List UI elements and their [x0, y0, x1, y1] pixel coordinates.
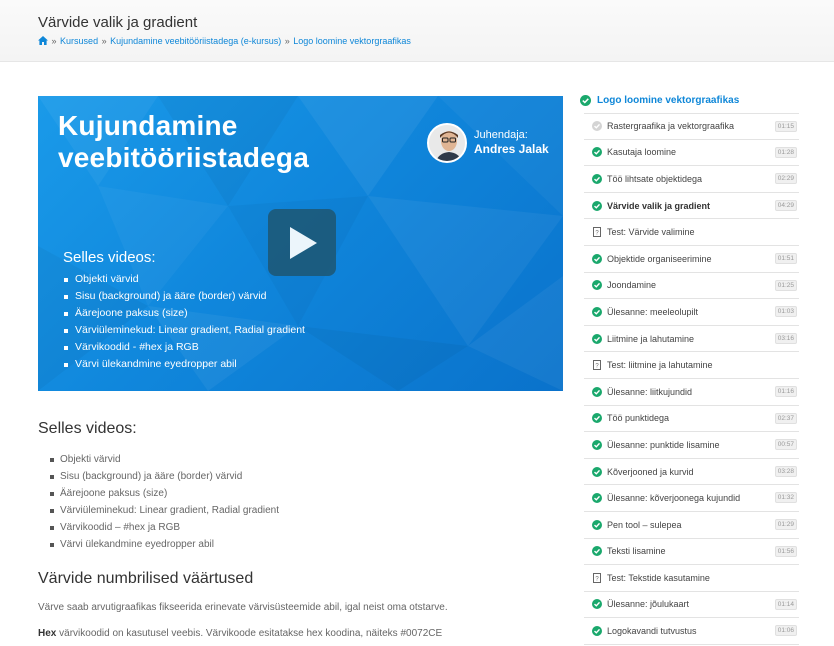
check-icon — [592, 201, 602, 211]
color-values-heading: Värvide numbrilised väärtused — [38, 570, 254, 587]
lesson-list — [584, 113, 799, 645]
list-item: Äärejoone paksus (size) — [50, 485, 279, 502]
check-icon — [592, 440, 602, 450]
list-item: Värvikoodid – #hex ja RGB — [50, 519, 279, 536]
svg-text:?: ? — [595, 230, 599, 237]
lesson-duration: 03:28 — [775, 466, 797, 477]
lesson-item[interactable] — [584, 299, 799, 326]
check-icon — [592, 254, 602, 264]
lesson-title: Test: Värvide valimine — [607, 227, 695, 238]
breadcrumb: » Kursused » Kujundamine veebitööriistadega (e-kursus) » Logo loomine vektorgraafikas — [38, 36, 411, 47]
breadcrumb-course-link[interactable]: Kujundamine veebitööriistadega (e-kursus) — [110, 36, 282, 46]
lesson-item[interactable] — [584, 246, 799, 273]
module-title[interactable]: Logo loomine vektorgraafikas — [597, 94, 740, 106]
lesson-title: Ülesanne: punktide lisamine — [607, 439, 720, 450]
video-topic-item: Värvikoodid - #hex ja RGB — [63, 339, 305, 356]
lesson-item[interactable] — [584, 539, 799, 566]
check-icon — [592, 493, 602, 503]
quiz-icon — [592, 573, 602, 583]
lesson-duration: 01:03 — [775, 306, 797, 317]
video-topic-item: Objekti värvid — [63, 271, 305, 288]
list-item: Objekti värvid — [50, 451, 279, 468]
lesson-duration: 01:06 — [775, 625, 797, 636]
paragraph: Värve saab arvutigraafikas fikseerida erinevate värvisüsteemide abil, igal neist oma otstarve. — [38, 602, 448, 613]
list-item: Värviüleminekud: Linear gradient, Radial gradient — [50, 502, 279, 519]
check-icon — [592, 174, 602, 184]
lesson-item[interactable] — [584, 485, 799, 512]
topics-heading: Selles videos: — [38, 420, 137, 437]
list-item: Sisu (background) ja ääre (border) värvid — [50, 468, 279, 485]
video-topic-item: Värviüleminekud: Linear gradient, Radial gradient — [63, 322, 305, 339]
check-icon — [592, 626, 602, 636]
breadcrumb-courses-link[interactable]: Kursused — [60, 36, 99, 46]
video-title: Kujundamine veebitööriistadega — [58, 110, 310, 173]
lesson-duration: 04:29 — [775, 200, 797, 211]
lesson-duration: 00:57 — [775, 439, 797, 450]
lesson-duration: 01:25 — [775, 280, 797, 291]
lesson-item[interactable] — [584, 565, 799, 592]
lesson-title: Rastergraafika ja vektorgraafika — [607, 121, 735, 132]
lesson-title: Teksti lisamine — [607, 546, 666, 557]
lesson-title: Kasutaja loomine — [607, 147, 677, 158]
check-grey-icon — [592, 121, 602, 131]
video-topic-item: Äärejoone paksus (size) — [63, 305, 305, 322]
lesson-item[interactable] — [584, 219, 799, 246]
lesson-duration: 02:37 — [775, 413, 797, 424]
page-header — [0, 0, 834, 62]
video-topics-heading: Selles videos: — [63, 249, 156, 266]
lesson-duration: 01:56 — [775, 546, 797, 557]
check-icon — [592, 387, 602, 397]
check-icon — [592, 520, 602, 530]
lesson-item[interactable] — [584, 193, 799, 220]
lesson-duration: 01:14 — [775, 599, 797, 610]
check-icon — [592, 413, 602, 423]
lesson-title: Objektide organiseerimine — [607, 253, 712, 264]
video-topics-overlay — [63, 249, 305, 373]
breadcrumb-module-link[interactable]: Logo loomine vektorgraafikas — [293, 36, 411, 46]
check-icon — [592, 334, 602, 344]
lesson-sidebar — [580, 90, 800, 637]
lesson-duration: 01:28 — [775, 147, 797, 158]
instructor-label: Juhendaja: — [474, 129, 528, 141]
lesson-title: Töö lihtsate objektidega — [607, 173, 703, 184]
lesson-title: Test: Tekstide kasutamine — [607, 572, 710, 583]
module-header[interactable] — [580, 90, 800, 110]
check-icon — [592, 307, 602, 317]
lesson-title: Ülesanne: jõulukaart — [607, 599, 690, 610]
lesson-item[interactable] — [584, 352, 799, 379]
lesson-title: Liitmine ja lahutamine — [607, 333, 695, 344]
page-title: Värvide valik ja gradient — [38, 14, 198, 31]
lesson-title: Logokavandi tutvustus — [607, 626, 697, 637]
svg-text:?: ? — [595, 363, 599, 370]
lesson-title: Kõverjooned ja kurvid — [607, 466, 694, 477]
lesson-item[interactable] — [584, 592, 799, 619]
check-icon — [592, 147, 602, 157]
lesson-duration: 02:29 — [775, 173, 797, 184]
lesson-item[interactable] — [584, 406, 799, 433]
lesson-title: Töö punktidega — [607, 413, 670, 424]
lesson-title: Pen tool – sulepea — [607, 519, 682, 530]
topics-list — [50, 451, 279, 553]
lesson-item[interactable] — [584, 113, 799, 140]
lesson-item[interactable] — [584, 459, 799, 486]
lesson-item[interactable] — [584, 512, 799, 539]
check-icon — [592, 467, 602, 477]
instructor-name: Andres Jalak — [474, 142, 549, 156]
paragraph: Hex värvikoodid on kasutusel veebis. Värvikoode esitatakse hex koodina, näiteks #0072CE — [38, 628, 443, 639]
lesson-title: Ülesanne: liitkujundid — [607, 386, 693, 397]
check-icon — [592, 599, 602, 609]
lesson-duration: 01:51 — [775, 253, 797, 264]
instructor-avatar — [427, 123, 467, 163]
lesson-duration: 01:29 — [775, 519, 797, 530]
lesson-item[interactable] — [584, 379, 799, 406]
lesson-duration: 03:16 — [775, 333, 797, 344]
home-icon[interactable] — [38, 36, 48, 47]
lesson-item[interactable] — [584, 326, 799, 353]
check-icon — [592, 546, 602, 556]
svg-text:?: ? — [595, 576, 599, 583]
lesson-item[interactable] — [584, 618, 799, 645]
lesson-title: Värvide valik ja gradient — [607, 200, 711, 211]
video-topic-item: Sisu (background) ja ääre (border) värvid — [63, 288, 305, 305]
lesson-item[interactable] — [584, 273, 799, 300]
check-icon — [592, 280, 602, 290]
list-item: Värvi ülekandmine eyedropper abil — [50, 536, 279, 553]
lesson-title: Ülesanne: kõverjoonega kujundid — [607, 493, 741, 504]
lesson-title: Test: liitmine ja lahutamine — [607, 360, 713, 371]
lesson-duration: 01:15 — [775, 121, 797, 132]
quiz-icon — [592, 360, 602, 370]
video-player[interactable] — [38, 96, 563, 391]
lesson-duration: 01:32 — [775, 492, 797, 503]
lesson-title: Joondamine — [607, 280, 657, 291]
lesson-title: Ülesanne: meeleolupilt — [607, 306, 699, 317]
video-topic-item: Värvi ülekandmine eyedropper abil — [63, 356, 305, 373]
lesson-item[interactable] — [584, 166, 799, 193]
check-icon — [580, 95, 591, 106]
lesson-item[interactable] — [584, 140, 799, 167]
lesson-duration: 01:16 — [775, 386, 797, 397]
lesson-item[interactable] — [584, 432, 799, 459]
quiz-icon — [592, 227, 602, 237]
instructor-info — [474, 128, 549, 156]
